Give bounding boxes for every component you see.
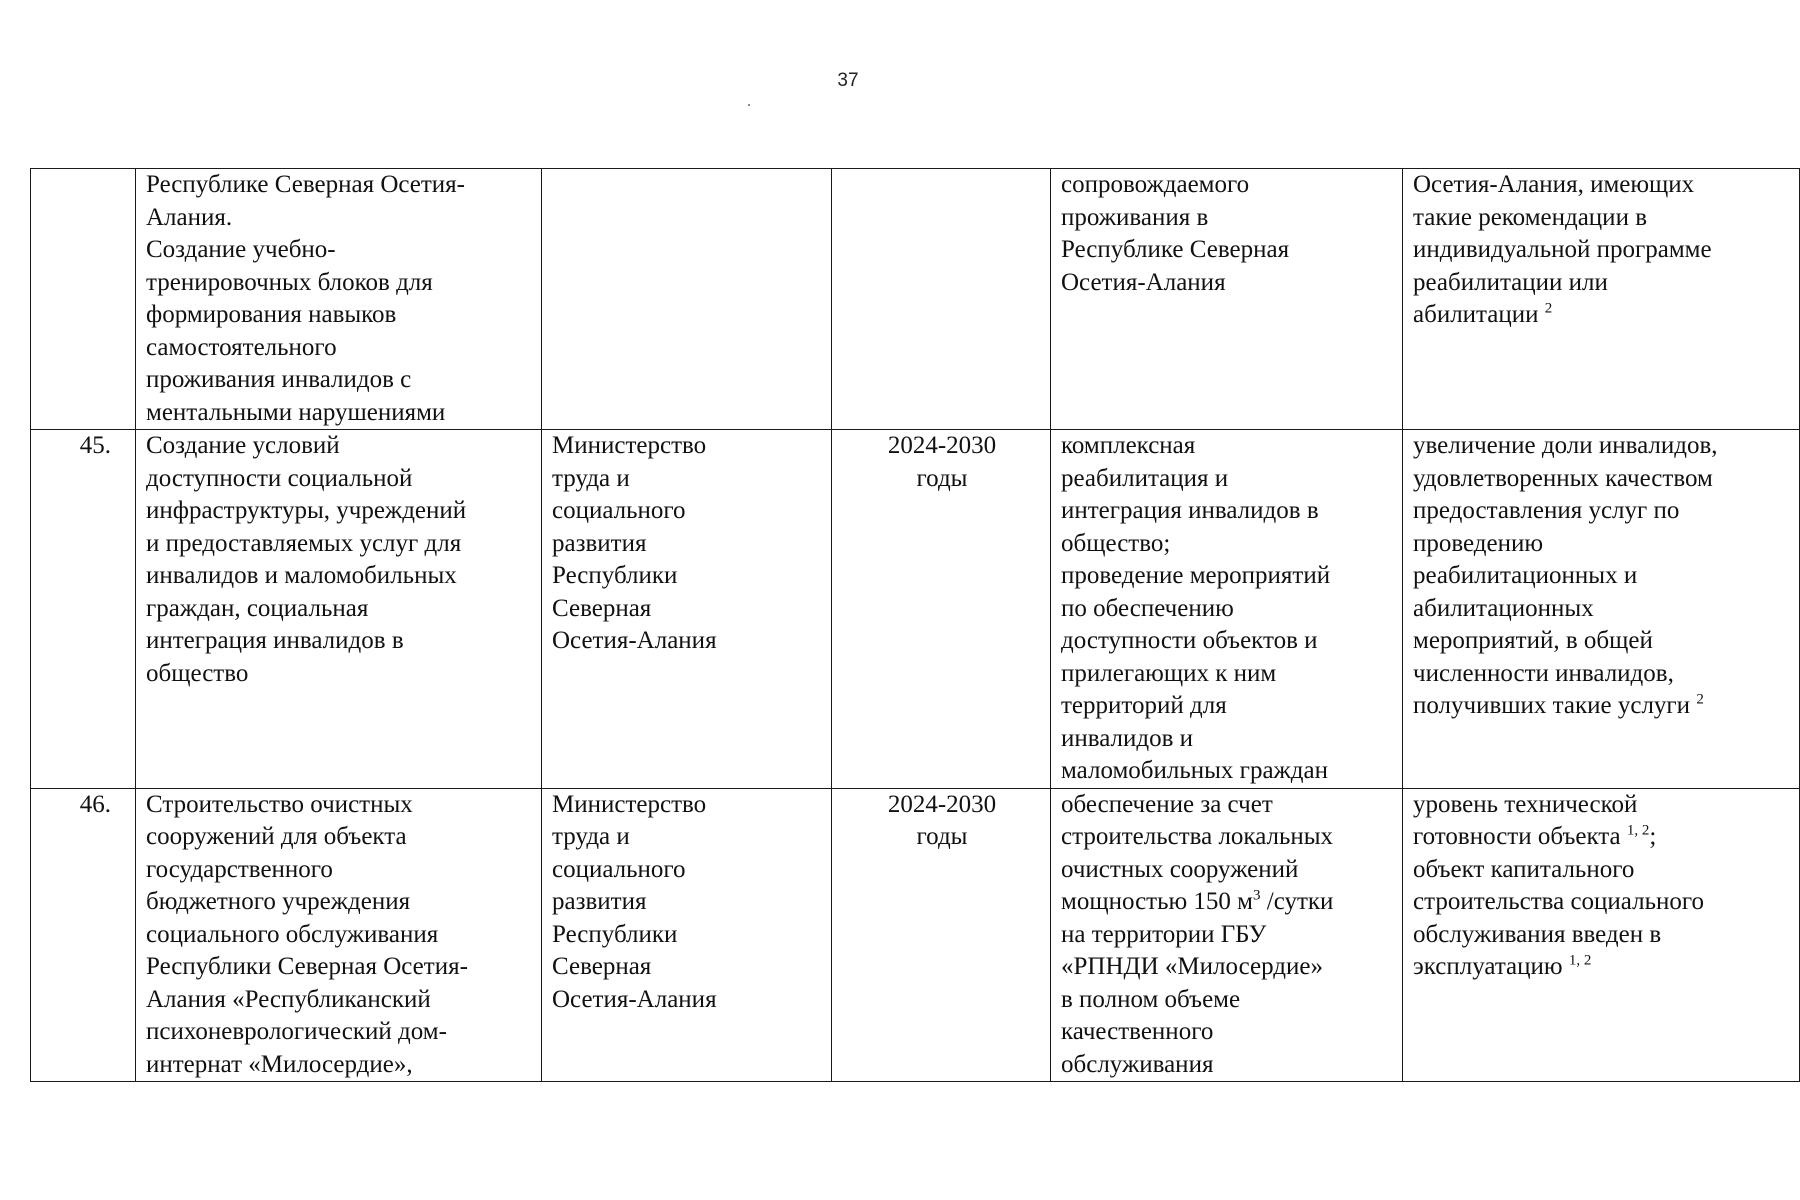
indicator-cell (1403, 169, 1800, 430)
scan-dot (748, 104, 750, 106)
row-number (31, 169, 136, 430)
executor: Министерство труда и социального развития Республики Северная Осетия-Алания (542, 430, 832, 789)
event-name: Республике Северная Осетия- Алания. Создание учебно- тренировочных блоков для формирования навыков самостоятельного проживания инвалидов с ментальными нарушениями (136, 169, 542, 430)
indicator-text: Осетия-Алания, имеющих такие рекомендации в индивидуальной программе реабилитации или абилитации (1413, 171, 1712, 328)
indicator-text: увеличение доли инвалидов, удовлетворенных качеством предоставления услуг по проведению реабилитационных и абилитационных мероприятий, в общей численности инвалидов, получивших такие услуги (1413, 432, 1718, 719)
indicator-text-part1: уровень технической готовности объекта (1413, 790, 1638, 850)
indicator-text-part2: ; объект капитального строительства социального обслуживания введен в эксплуатацию (1413, 823, 1705, 980)
footnote-ref: 1, 2 (1568, 952, 1592, 969)
indicator-cell (1403, 430, 1800, 789)
row-number: 45. (31, 430, 136, 789)
expected-result-cell (1051, 788, 1403, 1082)
indicator-cell (1403, 788, 1800, 1082)
executor: Министерство труда и социального развития Республики Северная Осетия-Алания (542, 788, 832, 1082)
result-text-part1: обеспечение за счет строительства локальных очистных сооружений мощностью 150 м (1061, 790, 1334, 915)
period: 2024-2030 годы (832, 788, 1051, 1082)
measures-table (30, 168, 1800, 1082)
table-row (31, 169, 1800, 430)
page-number: 37 (837, 70, 859, 91)
footnote-ref: 2 (1544, 300, 1553, 317)
event-name: Создание условий доступности социальной инфраструктуры, учреждений и предоставляемых услуг для инвалидов и маломобильных граждан, социальная интеграция инвалидов в общество (136, 430, 542, 789)
table-row (31, 430, 1800, 789)
footnote-ref: 1, 2 (1626, 822, 1650, 839)
row-number: 46. (31, 788, 136, 1082)
table-row (31, 788, 1800, 1082)
period: 2024-2030 годы (832, 430, 1051, 789)
expected-result: комплексная реабилитация и интеграция инвалидов в общество; проведение мероприятий по обеспечению доступности объектов и прилегающих к ним территорий для инвалидов и маломобильных граждан (1051, 430, 1403, 789)
result-text-part2: /сутки на территории ГБУ «РПНДИ «Милосердие» в полном объеме качественного обслуживания (1061, 888, 1334, 1078)
footnote-ref: 2 (1696, 691, 1704, 708)
period (832, 169, 1051, 430)
expected-result: сопровождаемого проживания в Республике Северная Осетия-Алания (1051, 169, 1403, 430)
executor (542, 169, 832, 430)
event-name: Строительство очистных сооружений для объекта государственного бюджетного учреждения социального обслуживания Республики Северная Осетия- Алания «Республиканский психоневрологический дом- интернат «Милосердие», (136, 788, 542, 1082)
superscript: 3 (1253, 887, 1261, 904)
